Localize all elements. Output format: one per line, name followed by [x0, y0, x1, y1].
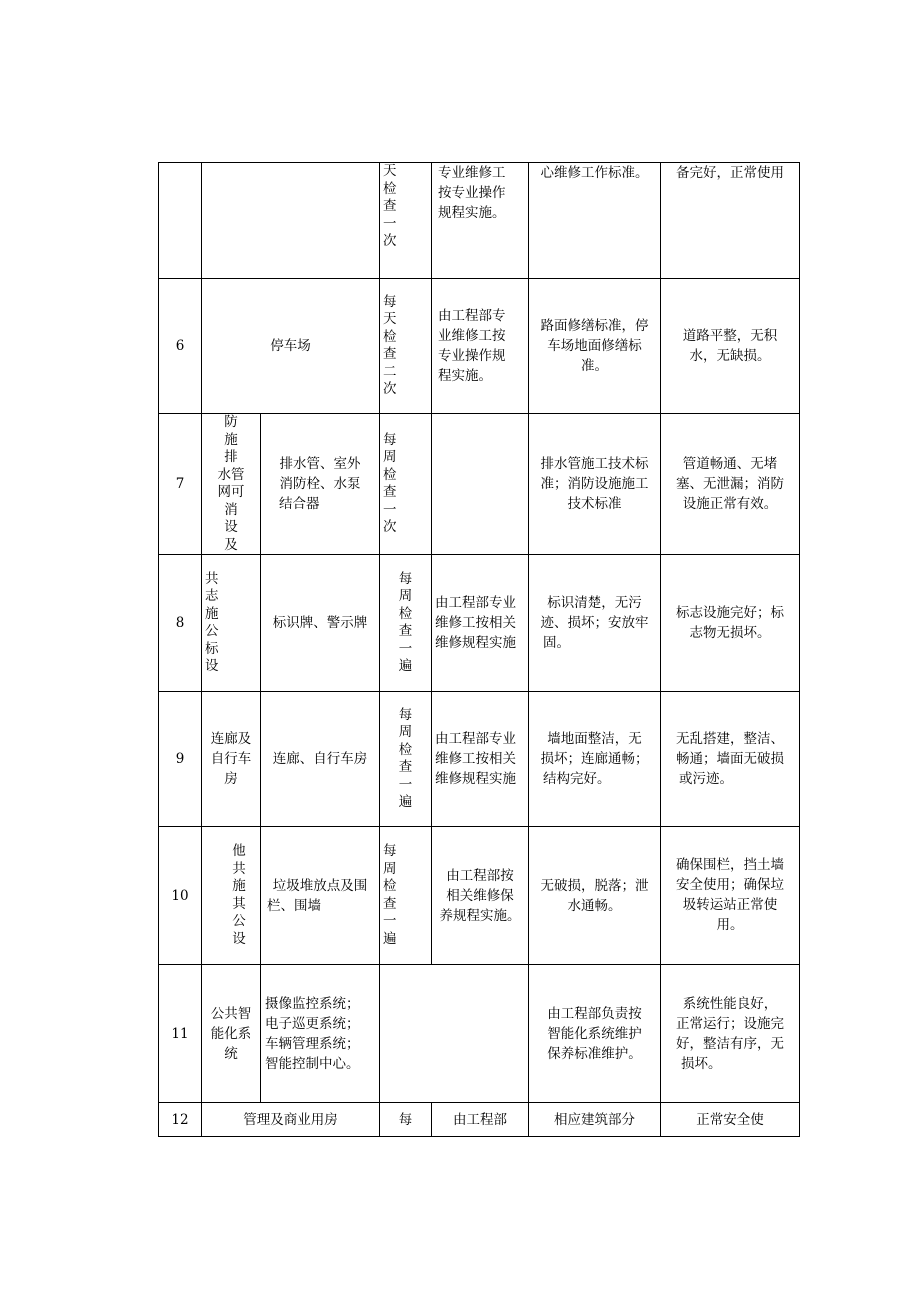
quality-requirement: 正常安全使 — [661, 1103, 800, 1137]
table-row — [159, 163, 800, 279]
maintenance-method: 由工程部专业 维修工按相关 维修规程实施 — [432, 555, 529, 692]
maintenance-method: 由工程部专 业维修工按 专业操作规 程实施。 — [432, 279, 529, 414]
row-number: 11 — [159, 965, 202, 1103]
maintenance-method: 由工程部专业 维修工按相关 维修规程实施 — [432, 692, 529, 827]
item-name: 防 施 排 水管 网可 消 设 及 — [202, 414, 261, 555]
item-detail: 垃圾堆放点及围 栏、围墙 — [261, 827, 380, 965]
item-name: 管理及商业用房 — [202, 1103, 380, 1137]
item-name: 公共智 能化系 统 — [202, 965, 261, 1103]
table-row — [159, 414, 800, 555]
table-row — [159, 555, 800, 692]
maintenance-table — [158, 162, 800, 1137]
maintenance-standard: 相应建筑部分 — [529, 1103, 661, 1137]
maintenance-method: 专业维修工 按专业操作 规程实施。 — [432, 163, 529, 279]
check-frequency-method — [380, 965, 529, 1103]
table-row — [159, 1103, 800, 1137]
item-name — [202, 163, 380, 279]
maintenance-method: 由工程部按 相关维修保 养规程实施。 — [432, 827, 529, 965]
maintenance-standard: 无破损，脱落；泄 水通畅。 — [529, 827, 661, 965]
table-row — [159, 965, 800, 1103]
table-row — [159, 827, 800, 965]
check-frequency: 每 周 检 查 一 遍 — [380, 692, 432, 827]
check-frequency: 每 周 检 查 一 遍 — [380, 827, 432, 965]
item-name: 停车场 — [202, 279, 380, 414]
row-number — [159, 163, 202, 279]
quality-requirement: 道路平整，无积 水，无缺损。 — [661, 279, 800, 414]
item-name: 共 志 施 公 标 设 — [202, 555, 261, 692]
maintenance-standard: 心维修工作标准。 — [529, 163, 661, 279]
quality-requirement: 确保围栏，挡土墙 安全使用；确保垃 圾转运站正常使 用。 — [661, 827, 800, 965]
maintenance-method: 由工程部 — [432, 1103, 529, 1137]
quality-requirement: 系统性能良好， 正常运行；设施完 好，整洁有序，无 损坏。 — [661, 965, 800, 1103]
row-number: 9 — [159, 692, 202, 827]
check-frequency: 每 周 检 查 一 次 — [380, 414, 432, 555]
item-name: 连廊及 自行车 房 — [202, 692, 261, 827]
table-row — [159, 279, 800, 414]
maintenance-standard: 路面修缮标准，停 车场地面修缮标 准。 — [529, 279, 661, 414]
row-number: 6 — [159, 279, 202, 414]
check-frequency: 每 — [380, 1103, 432, 1137]
item-detail: 标识牌、警示牌 — [261, 555, 380, 692]
quality-requirement: 管道畅通、无堵 塞、无泄漏；消防 设施正常有效。 — [661, 414, 800, 555]
quality-requirement: 无乱搭建，整洁、 畅通；墙面无破损 或污迹。 — [661, 692, 800, 827]
row-number: 12 — [159, 1103, 202, 1137]
row-number: 10 — [159, 827, 202, 965]
maintenance-standard: 排水管施工技术标 准；消防设施施工 技术标准 — [529, 414, 661, 555]
maintenance-standard: 标识清楚，无污 迹、损坏；安放牢 固。 — [529, 555, 661, 692]
item-detail: 排水管、室外 消防栓、水泵 结合器 — [261, 414, 380, 555]
maintenance-standard: 墙地面整洁，无 损坏；连廊通畅； 结构完好。 — [529, 692, 661, 827]
maintenance-method — [432, 414, 529, 555]
row-number: 8 — [159, 555, 202, 692]
table-row — [159, 692, 800, 827]
maintenance-standard: 由工程部负责按 智能化系统维护 保养标准维护。 — [529, 965, 661, 1103]
quality-requirement: 备完好，正常使用 — [661, 163, 800, 279]
quality-requirement: 标志设施完好；标 志物无损坏。 — [661, 555, 800, 692]
check-frequency: 每 天 检 查 二 次 — [380, 279, 432, 414]
row-number: 7 — [159, 414, 202, 555]
item-detail: 连廊、自行车房 — [261, 692, 380, 827]
check-frequency: 天 检 查 一 次 — [380, 163, 432, 279]
item-detail: 摄像监控系统； 电子巡更系统； 车辆管理系统； 智能控制中心。 — [261, 965, 380, 1103]
item-name: 他 共 施 其 公 设 — [202, 827, 261, 965]
check-frequency: 每 周 检 查 一 遍 — [380, 555, 432, 692]
